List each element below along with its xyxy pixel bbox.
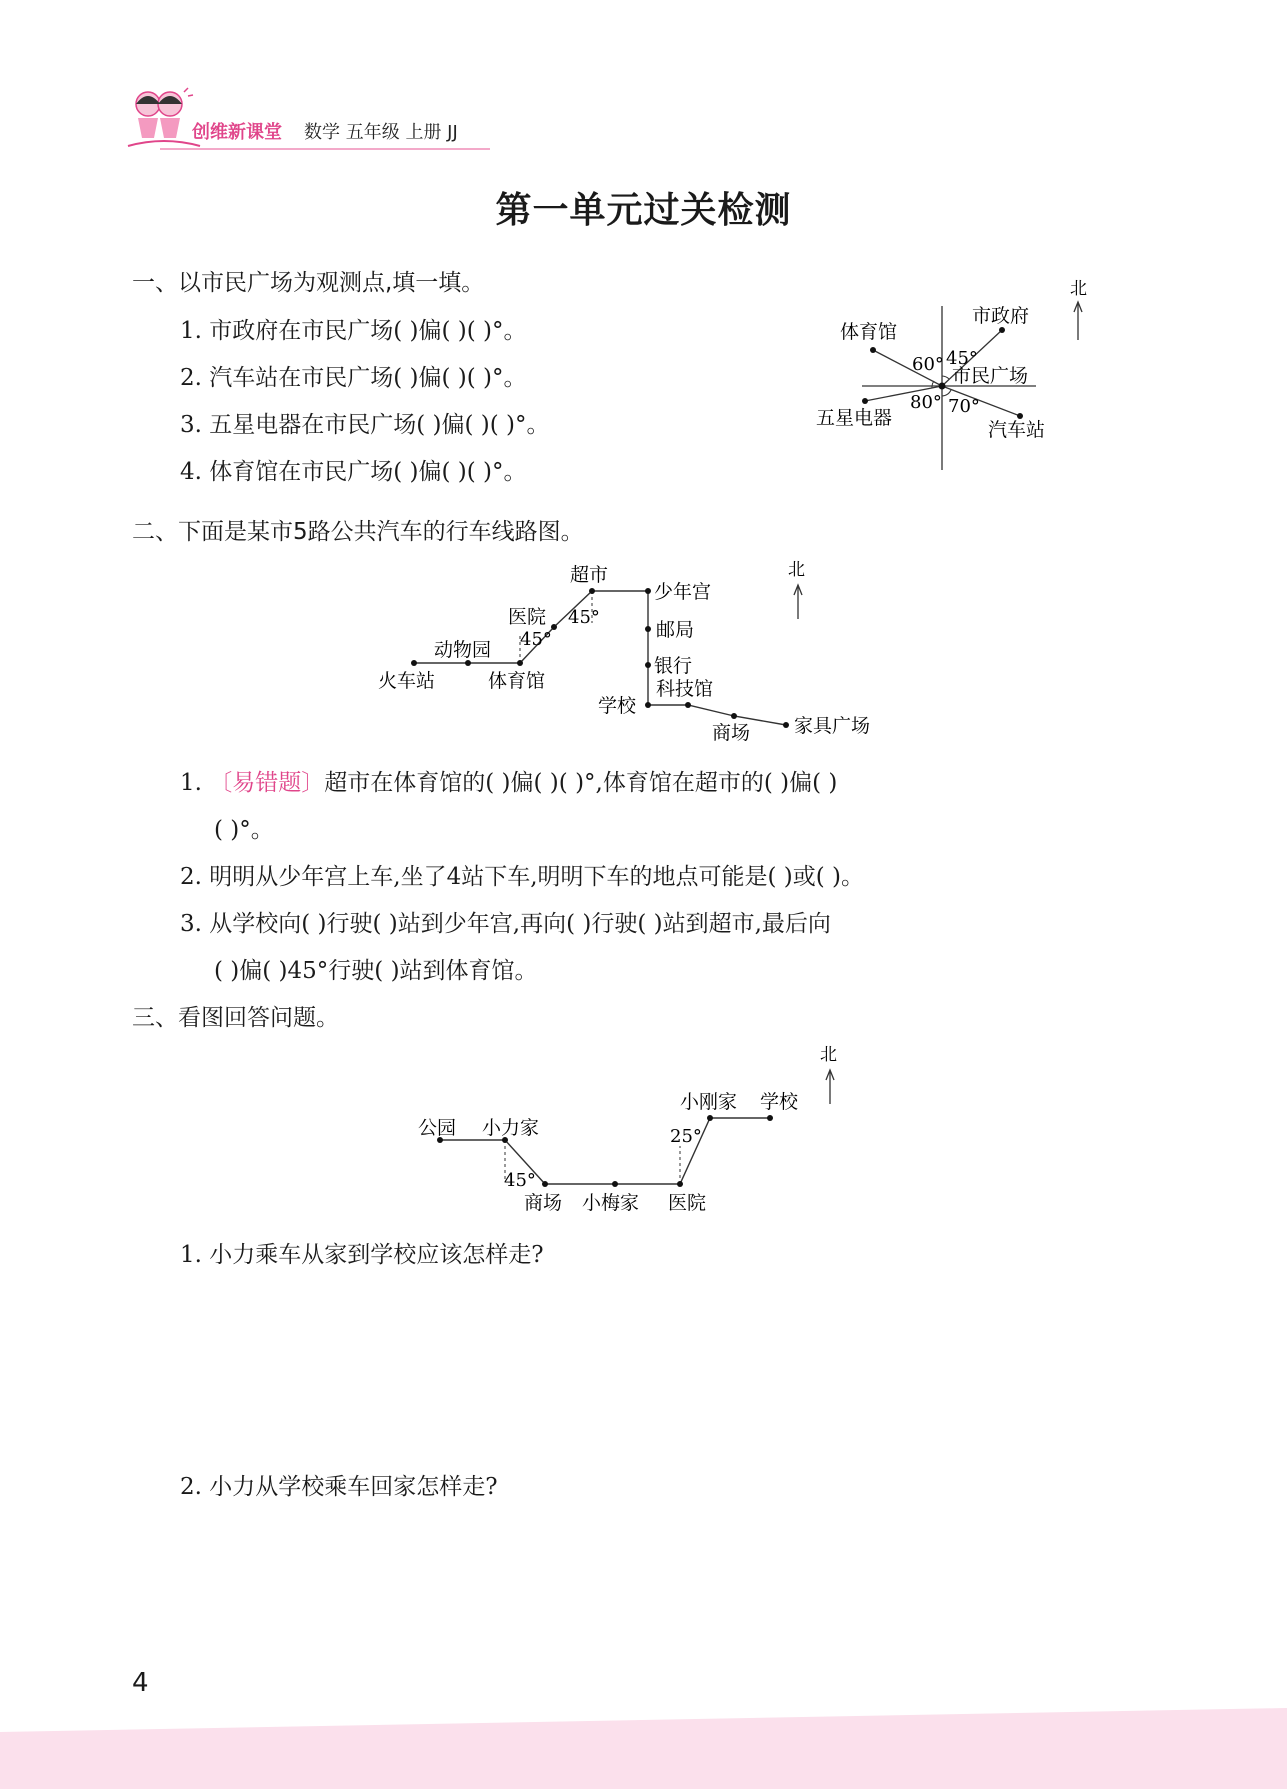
- stop-mall: 商场: [712, 722, 751, 744]
- angle-25: 25°: [670, 1126, 702, 1147]
- stop-youth-palace: 少年宫: [654, 581, 712, 603]
- north-label: 北: [820, 1045, 837, 1065]
- book-info: 数学 五年级 上册 JJ: [304, 122, 458, 143]
- place-mall: 商场: [524, 1192, 563, 1214]
- label-wuxing-electric: 五星电器: [816, 407, 893, 429]
- angle-70: 70°: [948, 396, 980, 417]
- stop-science-museum: 科技馆: [656, 678, 714, 700]
- angle-45: 45°: [504, 1170, 536, 1191]
- center-point: [939, 383, 946, 390]
- north-label: 北: [788, 560, 805, 580]
- section-1-question-4: 4. 体育馆在市民广场( )偏( )( )°。: [180, 459, 527, 485]
- place-school: 学校: [760, 1091, 799, 1113]
- bus-route-diagram: [370, 555, 890, 755]
- place-park: 公园: [418, 1117, 457, 1139]
- section-2-question-1-continued: ( )°。: [214, 817, 274, 843]
- label-citizen-square: 市民广场: [952, 365, 1029, 387]
- section-1-question-1: 1. 市政府在市民广场( )偏( )( )°。: [180, 318, 527, 344]
- stop-zoo: 动物园: [434, 639, 492, 661]
- footer-band: [0, 1708, 1287, 1789]
- section-2-heading: 二、下面是某市5路公共汽车的行车线路图。: [132, 519, 584, 545]
- section-1-question-3: 3. 五星电器在市民广场( )偏( )( )°。: [180, 412, 550, 438]
- section-3-question-2: 2. 小力从学校乘车回家怎样走?: [180, 1474, 498, 1500]
- header-divider: [160, 148, 490, 150]
- brand-name: 创维新课堂: [192, 122, 282, 143]
- north-label: 北: [1070, 279, 1087, 299]
- angle-45-gym: 45°: [520, 629, 552, 650]
- section-2-question-2: 2. 明明从少年宫上车,坐了4站下车,明明下车的地点可能是( )或( )。: [180, 864, 865, 890]
- section-3-route-diagram: [410, 1040, 850, 1220]
- section-2-question-3-continued: ( )偏( )45°行驶( )站到体育馆。: [214, 958, 538, 984]
- label-city-government: 市政府: [972, 305, 1030, 327]
- stop-bank: 银行: [654, 655, 693, 677]
- stop-supermarket: 超市: [570, 564, 609, 586]
- angle-45-supermarket: 45°: [568, 607, 600, 628]
- place-xiaomei-home: 小梅家: [582, 1192, 640, 1214]
- label-gym: 体育馆: [840, 321, 898, 343]
- place-xiaoli-home: 小力家: [482, 1117, 540, 1139]
- stop-gym: 体育馆: [488, 670, 546, 692]
- section-1-direction-diagram: [800, 270, 1100, 480]
- place-xiaogang-home: 小刚家: [680, 1091, 738, 1113]
- section-1-question-2: 2. 汽车站在市民广场( )偏( )( )°。: [180, 365, 527, 391]
- angle-80: 80°: [910, 392, 942, 413]
- angle-60: 60°: [912, 354, 944, 375]
- stop-furniture-square: 家具广场: [794, 715, 871, 737]
- page-title: 第一单元过关检测: [495, 190, 792, 231]
- stop-school: 学校: [598, 695, 637, 717]
- stop-post-office: 邮局: [656, 619, 695, 641]
- section-2-question-1: 1. 〔易错题〕超市在体育馆的( )偏( )( )°,体育馆在超市的( )偏( ): [180, 770, 838, 796]
- stop-train-station: 火车站: [378, 670, 436, 692]
- section-2-question-3: 3. 从学校向( )行驶( )站到少年宫,再向( )行驶( )站到超市,最后向: [180, 911, 831, 937]
- angle-45: 45°: [946, 348, 978, 369]
- section-3-heading: 三、看图回答问题。: [132, 1005, 339, 1031]
- page-number: 4: [132, 1668, 149, 1698]
- place-hospital: 医院: [668, 1192, 707, 1214]
- section-3-question-1: 1. 小力乘车从家到学校应该怎样走?: [180, 1242, 544, 1268]
- section-2-question-1-text: 超市在体育馆的( )偏( )( )°,体育馆在超市的( )偏( ): [324, 770, 838, 796]
- error-prone-tag: 〔易错题〕: [209, 770, 325, 796]
- section-1-heading: 一、以市民广场为观测点,填一填。: [132, 270, 485, 296]
- label-bus-station: 汽车站: [988, 419, 1046, 441]
- stop-hospital: 医院: [508, 606, 547, 628]
